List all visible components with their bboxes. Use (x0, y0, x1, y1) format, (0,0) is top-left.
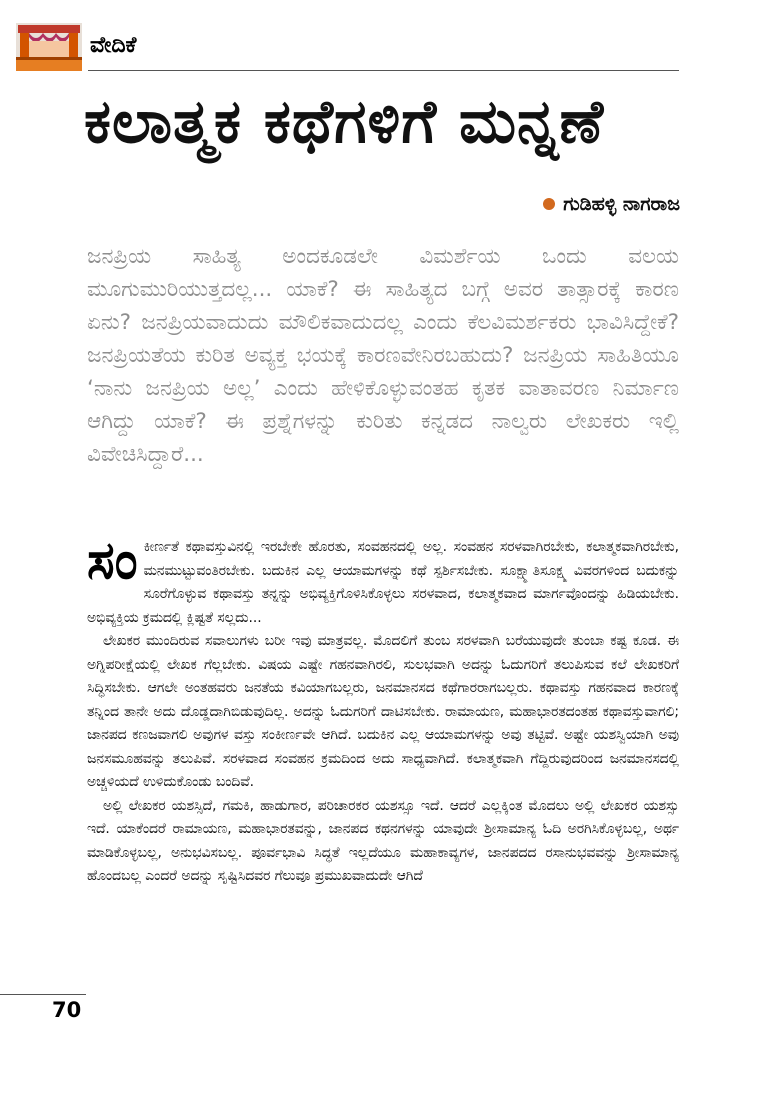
paragraph-3: ಅಲ್ಲಿ ಲೇಖಕರ ಯಶಸ್ಸಿದೆ, ಗಮಕಿ, ಹಾಡುಗಾರ, ಪರಿಚಾರಕರ ಯಶಸ್ಸೂ ಇದೆ. ಆದರೆ ಎಲ್ಲಕ್ಕಿಂತ ಮೊದಲು ಅಲ್ಲಿ ಲೇಖಕರ ಯಶಸ್ಸು ಇದೆ. ಯಾಕೆಂದರೆ ರಾಮಾಯಣ, ಮಹಾಭಾರತವನ್ನು, ಜಾನಪದ ಕಥನಗಳನ್ನು ಯಾವುದೇ ಶ್ರೀಸಾಮಾನ್ಯ ಓದಿ ಅರಗಿಸಿಕೊಳ್ಳಬಲ್ಲ, ಅರ್ಥ ಮಾಡಿಕೊಳ್ಳಬಲ್ಲ, ಅನುಭವಿಸಬಲ್ಲ. ಪೂರ್ವಭಾವಿ ಸಿದ್ಧತೆ ಇಲ್ಲದೆಯೂ ಮಹಾಕಾವ್ಯಗಳ, ಜಾನಪದದ ರಸಾನುಭವವನ್ನು ಶ್ರೀಸಾಮಾನ್ಯ ಹೊಂದಬಲ್ಲ ಎಂದರೆ ಅದನ್ನು ಸೃಷ್ಟಿಸಿದವರ ಗೆಲುವೂ ಪ್ರಮುಖವಾದುದೇ ಆಗಿದೆ (87, 797, 679, 884)
author-byline (543, 193, 680, 215)
page-number: 70 (52, 998, 82, 1022)
bullet-icon (543, 198, 555, 210)
article-body (87, 531, 679, 889)
paragraph-1 (87, 531, 679, 630)
article-title: ಕಲಾತ್ಮಕ ಕಥೆಗಳಿಗೆ ಮನ್ನಣೆ (84, 87, 605, 157)
paragraph-2: ಲೇಖಕರ ಮುಂದಿರುವ ಸವಾಲುಗಳು ಬರೀ ಇವು ಮಾತ್ರವಲ್ಲ. ಮೊದಲಿಗೆ ತುಂಬ ಸರಳವಾಗಿ ಬರೆಯುವುದೇ ತುಂಬಾ ಕಷ್ಟ ಕೂಡ. ಈ ಅಗ್ನಿಪರೀಕ್ಷೆಯಲ್ಲಿ ಲೇಖಕ ಗೆಲ್ಲಬೇಕು. ವಿಷಯ ಎಷ್ಟೇ ಗಹನವಾಗಿರಲಿ, ಸುಲಭವಾಗಿ ಅದನ್ನು ಓದುಗರಿಗೆ ತಲುಪಿಸುವ ಕಲೆ ಲೇಖಕರಿಗೆ ಸಿದ್ಧಿಸಬೇಕು. ಆಗಲೇ ಅಂತಹವರು ಜನತೆಯ ಕವಿಯಾಗಬಲ್ಲರು, ಜನಮಾನಸದ ಕಥೆಗಾರರಾಗಬಲ್ಲರು. ಕಥಾವಸ್ತು ಗಹನವಾದ ಕಾರಣಕ್ಕೆ ತನ್ನಿಂದ ತಾನೇ ಅದು ದೊಡ್ಡದಾಗಿಬಿಡುವುದಿಲ್ಲ. ಅದನ್ನು ಓದುಗರಿಗೆ ದಾಟಿಸಬೇಕು. ರಾಮಾಯಣ, ಮಹಾಭಾರತದಂತಹ ಕಥಾವಸ್ತುವಾಗಲಿ; ಜಾನಪದ ಕಣಜವಾಗಲಿ ಅವುಗಳ ವಸ್ತು ಸಂಕೀರ್ಣವೇ ಆಗಿದೆ. ಬದುಕಿನ ಎಲ್ಲ ಆಯಾಮಗಳನ್ನು ಅವು ತಟ್ಟಿವೆ. ಅಷ್ಟೇ ಯಶಸ್ವಿಯಾಗಿ ಅವು ಜನಸಮೂಹವನ್ನು ತಲುಪಿವೆ. ಸರಳವಾದ ಸಂವಹನ ಕ್ರಮದಿಂದ ಅದು ಸಾಧ್ಯವಾಗಿದೆ. ಕಲಾತ್ಮಕವಾಗಿ ಗೆದ್ದಿರುವುದರಿಂದ ಜನಮಾನಸದಲ್ಲಿ ಅಚ್ಚಳಿಯದೆ ಉಳಿದುಕೊಂಡು ಬಂದಿವೆ. (87, 633, 679, 790)
header-divider (88, 70, 679, 71)
author-name: ಗುಡಿಹಳ್ಳಿ ನಾಗರಾಜ (563, 193, 680, 215)
footer-divider (0, 994, 86, 995)
paragraph-1-text: ಕೀರ್ಣತೆ ಕಥಾವಸ್ತುವಿನಲ್ಲಿ ಇರಬೇಕೇ ಹೊರತು, ಸಂವಹನದಲ್ಲಿ ಅಲ್ಲ. ಸಂವಹನ ಸರಳವಾಗಿರಬೇಕು, ಕಲಾತ್ಮಕವಾಗಿರಬೇಕು, ಮನಮುಟ್ಟುವಂತಿರಬೇಕು. ಬದುಕಿನ ಎಲ್ಲ ಆಯಾಮಗಳನ್ನು ಕಥೆ ಸ್ಪರ್ಶಿಸಬೇಕು. ಸೂಕ್ಷ್ಮಾತಿಸೂಕ್ಷ್ಮ ವಿವರಗಳಿಂದ ಬದುಕನ್ನು ಸೂರೆಗೊಳ್ಳುವ ಕಥಾವಸ್ತು ತನ್ನನ್ನು ಅಭಿವ್ಯಕ್ತಿಗೊಳಿಸಿಕೊಳ್ಳಲು ಸರಳವಾದ, ಕಲಾತ್ಮಕವಾದ ಮಾರ್ಗವೊಂದನ್ನು ಹಿಡಿಯಬೇಕು. ಅಭಿವ್ಯಕ್ತಿಯ ಕ್ರಮದಲ್ಲಿ ಕ್ಲಿಷ್ಟತೆ ಸಲ್ಲದು... (87, 539, 679, 626)
stage-icon (16, 23, 82, 71)
drop-cap: ಸಂ (87, 531, 138, 591)
section-label: ವೇದಿಕೆ (90, 33, 137, 58)
article-intro: ಜನಪ್ರಿಯ ಸಾಹಿತ್ಯ ಅಂದಕೂಡಲೇ ವಿಮರ್ಶೆಯ ಒಂದು ವಲಯ ಮೂಗುಮುರಿಯುತ್ತದಲ್ಲ... ಯಾಕೆ? ಈ ಸಾಹಿತ್ಯದ ಬಗ್ಗೆ ಅವರ ತಾತ್ಸಾರಕ್ಕೆ ಕಾರಣ ಏನು? ಜನಪ್ರಿಯವಾದುದು ಮೌಲಿಕವಾದುದಲ್ಲ ಎಂದು ಕೆಲವಿಮರ್ಶಕರು ಭಾವಿಸಿದ್ದೇಕೆ? ಜನಪ್ರಿಯತೆಯ ಕುರಿತ ಅವ್ಯಕ್ತ ಭಯಕ್ಕೆ ಕಾರಣವೇನಿರಬಹುದು? ಜನಪ್ರಿಯ ಸಾಹಿತಿಯೂ ‘ನಾನು ಜನಪ್ರಿಯ ಅಲ್ಲ’ ಎಂದು ಹೇಳಿಕೊಳ್ಳುವಂತಹ ಕೃತಕ ವಾತಾವರಣ ನಿರ್ಮಾಣ ಆಗಿದ್ದು ಯಾಕೆ? ಈ ಪ್ರಶ್ನೆಗಳನ್ನು ಕುರಿತು ಕನ್ನಡದ ನಾಲ್ವರು ಲೇಖಕರು ಇಲ್ಲಿ ವಿವೇಚಿಸಿದ್ದಾರೆ... (87, 244, 679, 467)
